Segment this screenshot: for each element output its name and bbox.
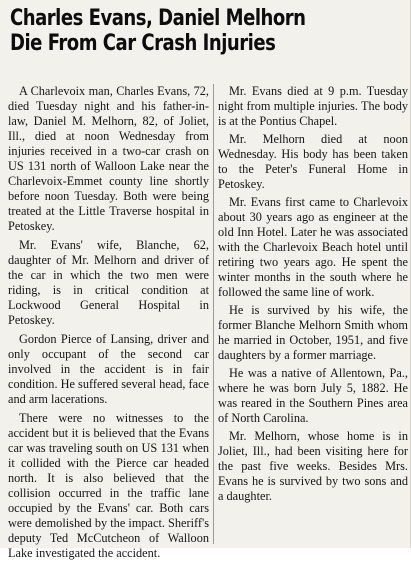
left-column	[8, 84, 209, 565]
article-body	[8, 84, 408, 560]
paragraph: He is survived by his wife, the former Blanche Melhorn Smith whom he married in October, 1951, and five daughters by a former marriage.	[218, 303, 408, 362]
paragraph: Mr. Melhorn died at noon Wednesday. His body has been taken to the Peter's Funeral Home in Petoskey.	[218, 132, 408, 191]
paragraph: A Charlevoix man, Charles Evans, 72, died Tuesday night and his father-in-law, Daniel M. Melhorn, 82, of Joliet, Ill., died at noon Wednesday from injuries received in a two-car crash on US 131 north of Walloon Lake near the Charlevoix-Emmet county line shortly before noon Tuesday. Both were being treated at the Little Traverse hospital in Petoskey.	[8, 84, 209, 233]
paragraph: Gordon Pierce of Lansing, driver and only occupant of the second car involved in the accident is in fair condition. He suffered several head, face and arm lacerations.	[8, 332, 209, 406]
right-column	[218, 84, 408, 507]
paragraph: Mr. Evans' wife, Blanche, 62, daughter of Mr. Melhorn and driver of the car in which the two men were riding, is in critical condition at Lockwood General Hospital in Petoskey.	[8, 238, 209, 327]
headline	[10, 6, 334, 56]
paragraph: Mr. Melhorn, whose home is in Joliet, Ill., had been visiting here for the past five weeks. Besides Mrs. Evans he is survived by two sons and a daughter.	[218, 429, 408, 503]
paragraph: There were no witnesses to the accident but it is believed that the Evans car was traveling south on US 131 when it collided with the Pierce car headed north. It is also believed that the collision occurred in the traffic lane occupied by the Evans' car. Both cars were demolished by the impact. Sheriff's deputy Ted McCutcheon of Walloon Lake investigated the accident.	[8, 411, 209, 560]
paragraph: Mr. Evans first came to Charlevoix about 30 years ago as engineer at the old Inn Hotel. Later he was associated with the Charlevoix Beach hotel until retiring two years ago. He spent the winter months in the south where he followed the same line of work.	[218, 195, 408, 299]
paragraph: Mr. Evans died at 9 p.m. Tuesday night from multiple injuries. The body is at the Pontius Chapel.	[218, 84, 408, 128]
headline-line-1: Charles Evans, Daniel Melhorn	[10, 6, 306, 31]
column-divider	[213, 84, 214, 544]
headline-line-2: Die From Car Crash Injuries	[10, 31, 276, 56]
paragraph: He was a native of Allentown, Pa., where he was born July 5, 1882. He was reared in the Southern Pines area of North Carolina.	[218, 366, 408, 425]
